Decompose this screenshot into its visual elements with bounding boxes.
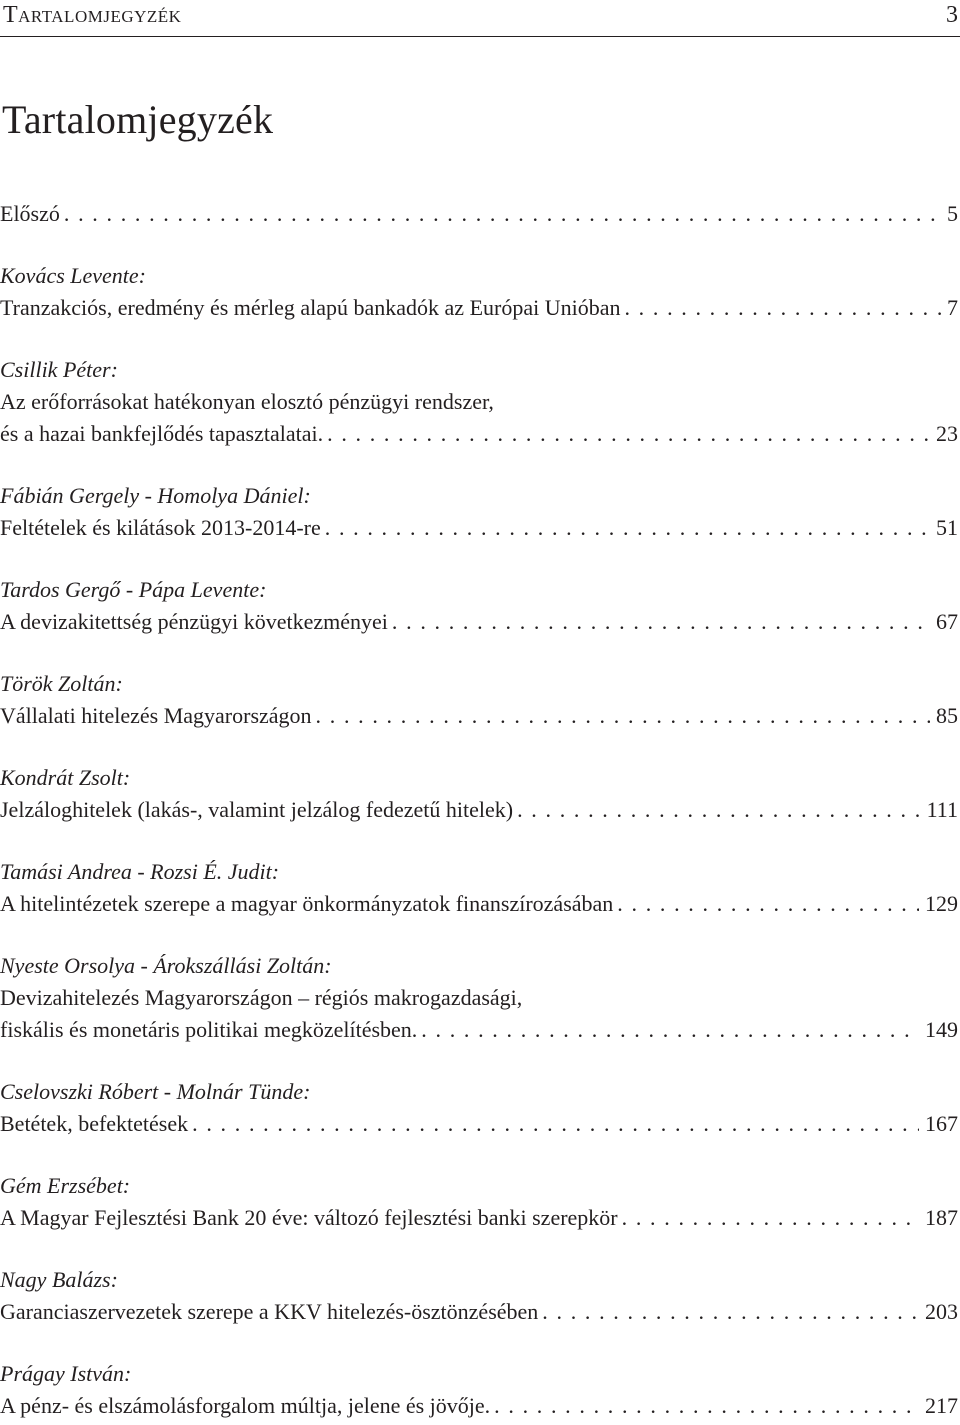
toc-author: Kondrát Zsolt: (0, 765, 131, 790)
toc-page-number: 7 (947, 295, 958, 320)
running-header (0, 0, 960, 37)
dot-leader (64, 198, 941, 230)
toc-title: Jelzáloghitelek (lakás-, valamint jelzálog fedezetű hitelek) (0, 797, 514, 822)
toc-page-number: 167 (925, 1111, 958, 1136)
toc-title-row (0, 606, 958, 638)
toc-title: Garanciaszervezetek szerepe a KKV hitelezés-ösztönzésében (0, 1299, 539, 1324)
toc-title: Előszó (0, 201, 60, 226)
toc-title: és a hazai bankfejlődés tapasztalatai. (0, 421, 324, 446)
toc-page-number: 5 (947, 201, 958, 226)
toc-page-number: 23 (936, 421, 958, 446)
toc-title-row (0, 1390, 958, 1422)
toc-entry[interactable] (0, 856, 958, 920)
page-title: Tartalomjegyzék (2, 97, 274, 142)
table-of-contents (0, 198, 958, 1422)
toc-entry[interactable] (0, 1264, 958, 1328)
dot-leader (517, 794, 921, 826)
toc-page-number: 111 (926, 797, 958, 822)
toc-page-number: 149 (925, 1017, 958, 1042)
toc-title-row (0, 512, 958, 544)
toc-author: Török Zoltán: (0, 671, 123, 696)
toc-title: Vállalati hitelezés Magyarországon (0, 703, 312, 728)
toc-title-row (0, 1296, 958, 1328)
toc-entry[interactable] (0, 668, 958, 732)
toc-entry[interactable] (0, 354, 958, 450)
toc-author: Csillik Péter: (0, 357, 118, 382)
dot-leader (325, 512, 930, 544)
dot-leader (192, 1108, 919, 1140)
toc-title-row (0, 292, 958, 324)
toc-author: Gém Erzsébet: (0, 1173, 131, 1198)
dot-leader (622, 1202, 919, 1234)
toc-title-row (0, 1202, 958, 1234)
toc-page-number: 129 (925, 891, 958, 916)
toc-title: Tranzakciós, eredmény és mérleg alapú bankadók az Európai Unióban (0, 295, 621, 320)
dot-leader (392, 606, 930, 638)
toc-title: A pénz- és elszámolásforgalom múltja, jelene és jövője. (0, 1393, 491, 1418)
dot-leader (421, 1014, 919, 1046)
toc-entry[interactable] (0, 1170, 958, 1234)
toc-page-number: 67 (936, 609, 958, 634)
toc-title: A devizakitettség pénzügyi következményei (0, 609, 388, 634)
toc-entry[interactable] (0, 1076, 958, 1140)
toc-author: Prágay István: (0, 1361, 132, 1386)
toc-entry[interactable] (0, 480, 958, 544)
toc-page-number: 217 (925, 1393, 958, 1418)
toc-title: Betétek, befektetések (0, 1111, 189, 1136)
dot-leader (494, 1390, 919, 1422)
toc-entry[interactable] (0, 1358, 958, 1422)
dot-leader (327, 418, 930, 450)
toc-title: A Magyar Fejlesztési Bank 20 éve: változó fejlesztési banki szerepkör (0, 1205, 618, 1230)
dot-leader (617, 888, 919, 920)
page-number: 3 (946, 2, 958, 28)
toc-author: Nyeste Orsolya - Árokszállási Zoltán: (0, 953, 332, 978)
toc-title-row (0, 1108, 958, 1140)
toc-page-number: 51 (936, 515, 958, 540)
toc-title-row (0, 700, 958, 732)
toc-title-row (0, 198, 958, 230)
toc-title-line: Az erőforrásokat hatékonyan elosztó pénzügyi rendszer, (0, 389, 494, 414)
toc-author: Fábián Gergely - Homolya Dániel: (0, 483, 311, 508)
toc-title-row (0, 888, 958, 920)
toc-author: Tamási Andrea - Rozsi É. Judit: (0, 859, 280, 884)
toc-author: Kovács Levente: (0, 263, 146, 288)
toc-title: Feltételek és kilátások 2013-2014-re (0, 515, 321, 540)
toc-entry[interactable] (0, 950, 958, 1046)
toc-author: Tardos Gergő - Pápa Levente: (0, 577, 267, 602)
dot-leader (316, 700, 930, 732)
toc-title: fiskális és monetáris politikai megközelítésben. (0, 1017, 418, 1042)
toc-author: Cselovszki Róbert - Molnár Tünde: (0, 1079, 311, 1104)
toc-title-row (0, 1014, 958, 1046)
dot-leader (624, 292, 941, 324)
toc-page-number: 187 (925, 1205, 958, 1230)
toc-entry[interactable] (0, 260, 958, 324)
toc-title-line: Devizahitelezés Magyarországon – régiós makrogazdasági, (0, 985, 523, 1010)
toc-author: Nagy Balázs: (0, 1267, 118, 1292)
toc-title-row (0, 418, 958, 450)
toc-title: A hitelintézetek szerepe a magyar önkormányzatok finanszírozásában (0, 891, 614, 916)
toc-entry[interactable] (0, 574, 958, 638)
toc-page-number: 203 (925, 1299, 958, 1324)
toc-title-row (0, 794, 958, 826)
toc-entry[interactable] (0, 762, 958, 826)
toc-entry[interactable] (0, 198, 958, 230)
dot-leader (542, 1296, 919, 1328)
toc-page-number: 85 (936, 703, 958, 728)
running-title: Tartalomjegyzék (3, 2, 182, 28)
